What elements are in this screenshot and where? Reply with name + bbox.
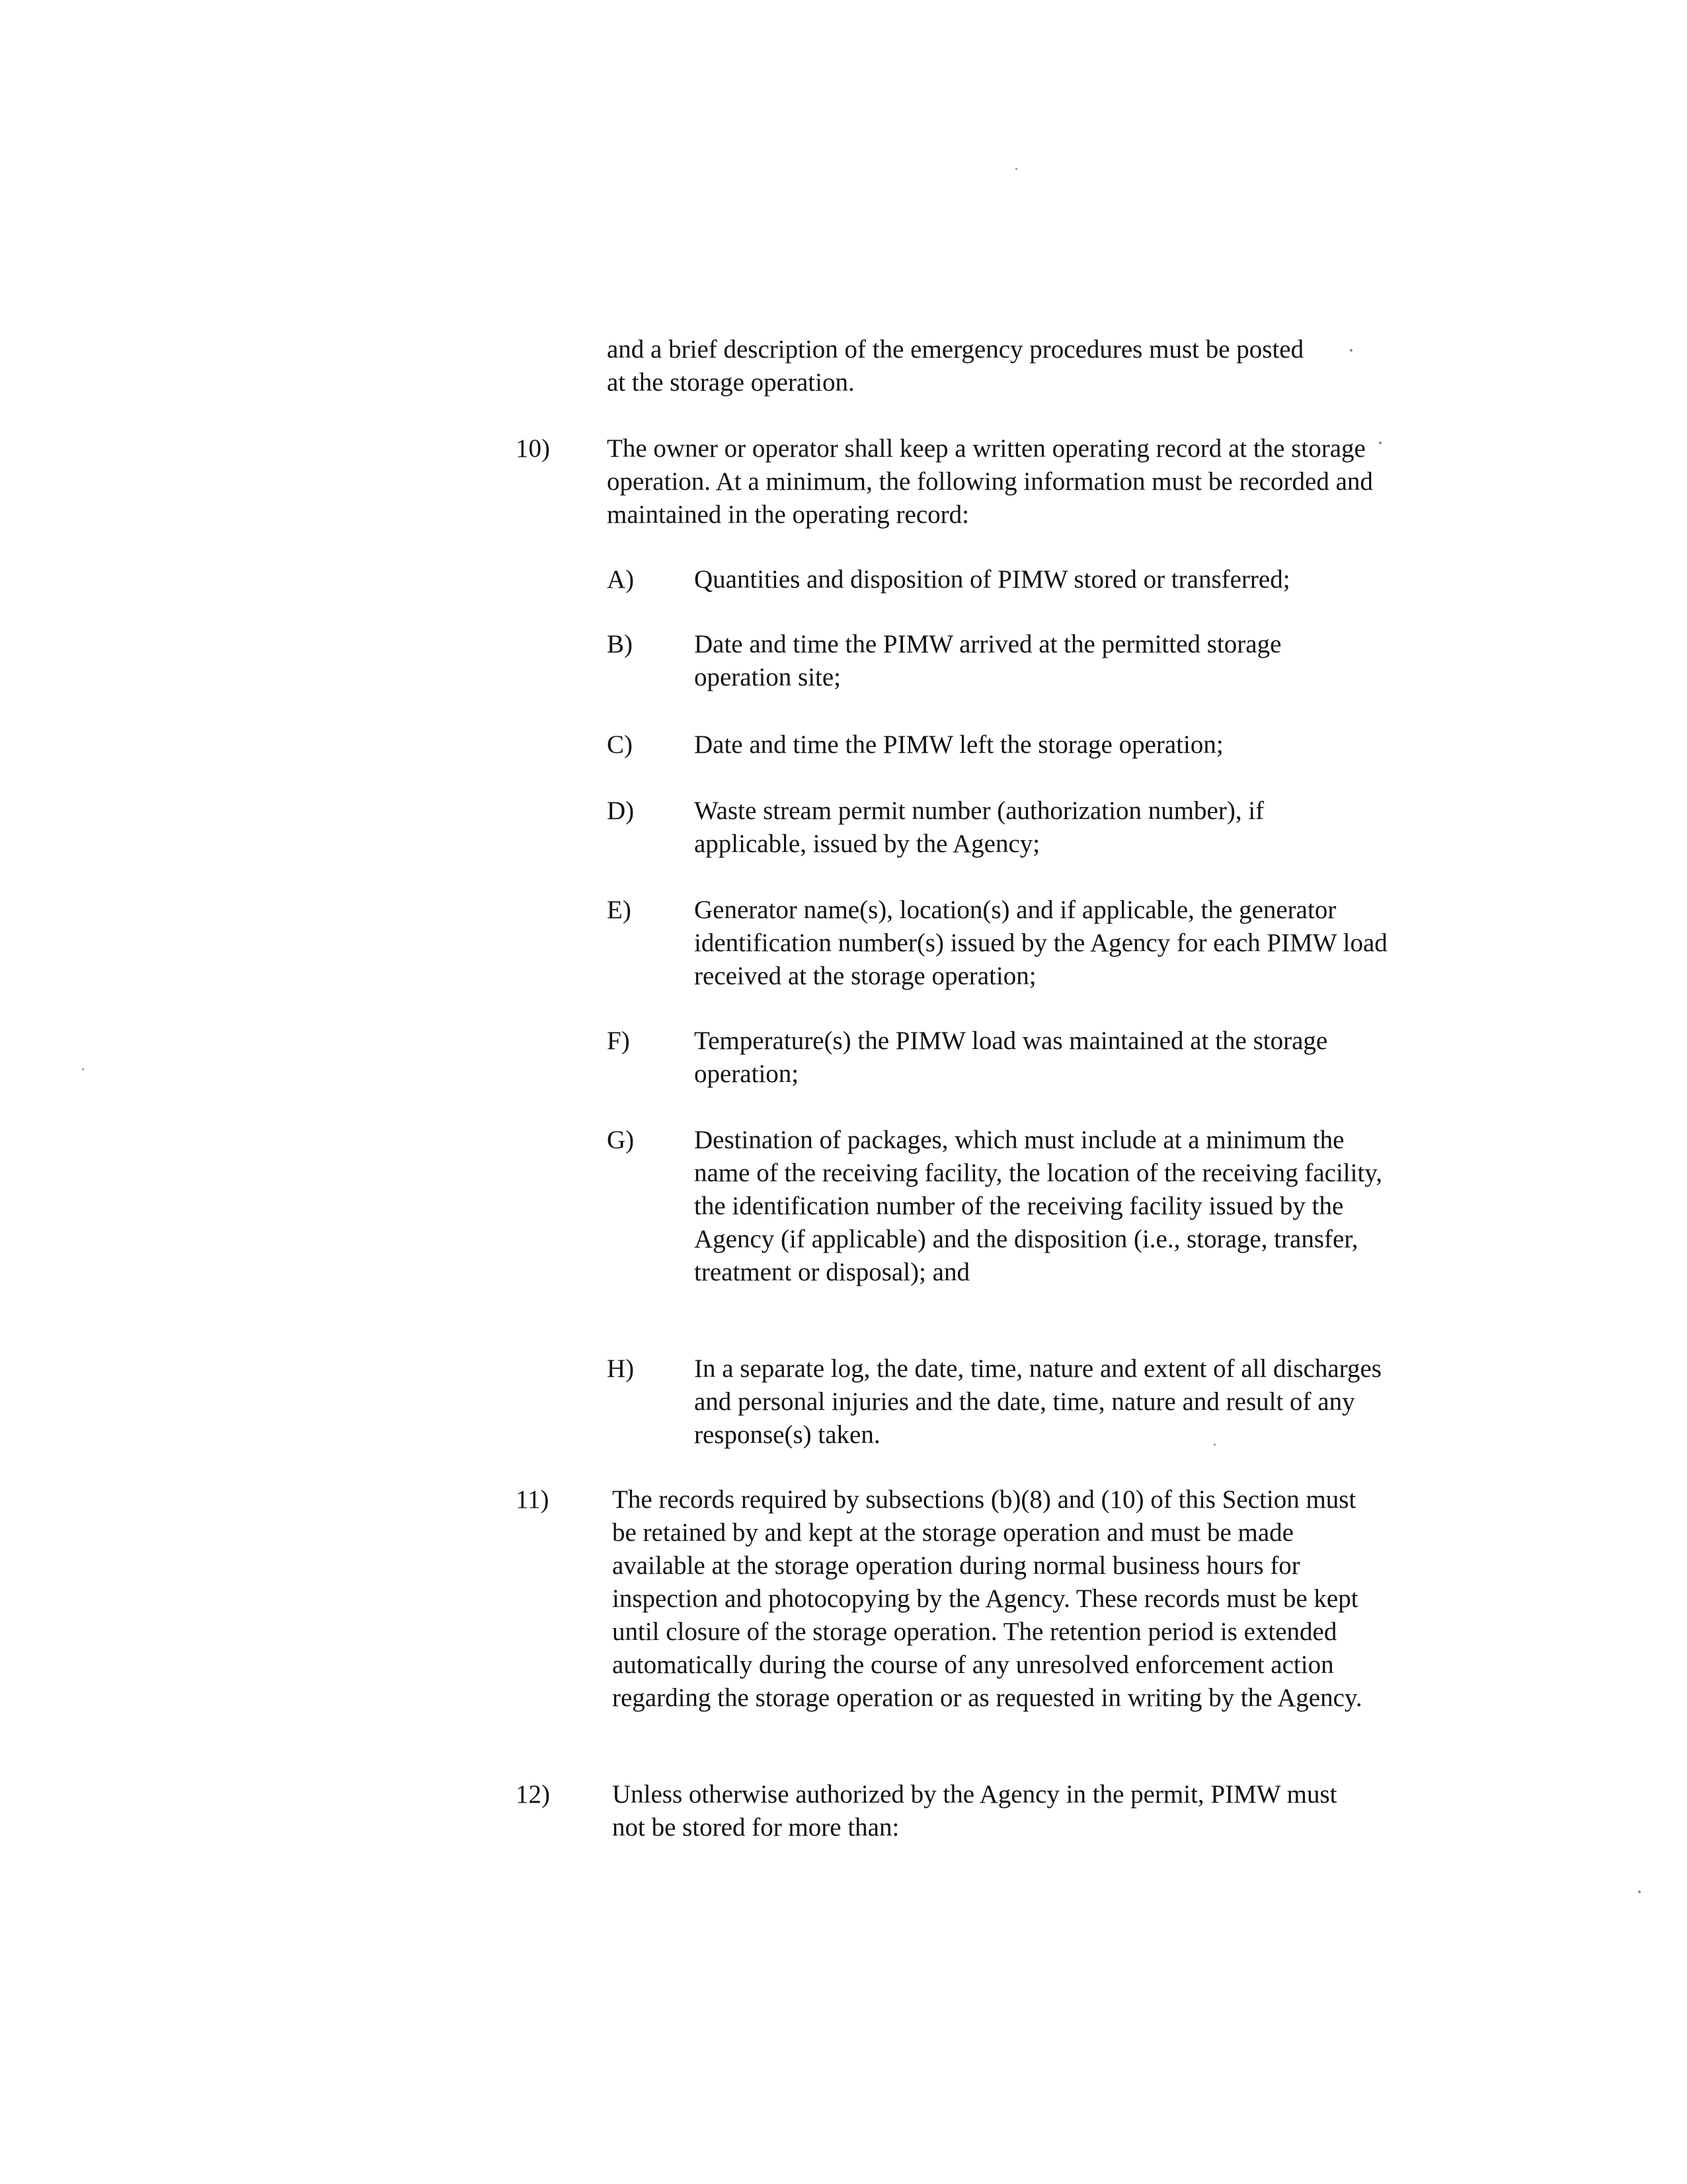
scan-speck [1214,1444,1216,1446]
subitem-label-c: C) [607,730,633,759]
subitem-label-e: E) [607,896,631,924]
item-number-12: 12) [516,1780,550,1809]
scan-speck [1638,1891,1641,1893]
subitem-label-g: G) [607,1126,635,1154]
subitem-text-g: Destination of packages, which must include at a minimum the name of the receiving facility, the location of the receiving facility, the identification number of the receiving facility issued by the Agency (if applicable) and the disposition (i.e., storage, transfer, treatment or disposal); and [694,1126,1383,1286]
subitem-label-b: B) [607,630,633,658]
subitem-text-f: Temperature(s) the PIMW load was maintained at the storage operation; [694,1027,1328,1088]
subitem-text-b: Date and time the PIMW arrived at the permitted storage operation site; [694,630,1282,691]
subitem-text-a: Quantities and disposition of PIMW stored or transferred; [694,565,1290,594]
continuation-paragraph: and a brief description of the emergency procedures must be posted at the storage operation. [607,335,1304,397]
item-number-10: 10) [516,434,550,463]
subitem-text-c: Date and time the PIMW left the storage operation; [694,730,1224,759]
subitem-text-d: Waste stream permit number (authorization number), if applicable, issued by the Agency; [694,797,1265,858]
subitem-label-f: F) [607,1027,630,1055]
scan-speck [82,1068,84,1070]
scan-speck [1015,168,1017,170]
scan-speck [1350,349,1353,352]
item-text-12: Unless otherwise authorized by the Agency in the permit, PIMW must not be stored for more than: [612,1780,1337,1842]
scan-speck [1379,442,1382,444]
subitem-label-a: A) [607,565,635,594]
item-number-11: 11) [516,1485,549,1514]
subitem-text-e: Generator name(s), location(s) and if applicable, the generator identification number(s) issued by the Agency for each PIMW load received at the storage operation; [694,896,1388,990]
subitem-text-h: In a separate log, the date, time, nature and extent of all discharges and personal injuries and the date, time, nature and result of any response(s) taken. [694,1354,1382,1449]
subitem-label-d: D) [607,797,635,825]
item-text-10: The owner or operator shall keep a written operating record at the storage operation. At a minimum, the following information must be recorded and maintained in the operating record: [607,434,1373,529]
subitem-label-h: H) [607,1354,635,1383]
item-text-11: The records required by subsections (b)(8) and (10) of this Section must be retained by and kept at the storage operation and must be made available at the storage operation during normal business hours for inspection and photocopying by the Agency. These records must be kept until closure of the storage operation. The retention period is extended automatically during the course of any unresolved enforcement action regarding the storage operation or as requested in writing by the Agency. [612,1485,1362,1712]
